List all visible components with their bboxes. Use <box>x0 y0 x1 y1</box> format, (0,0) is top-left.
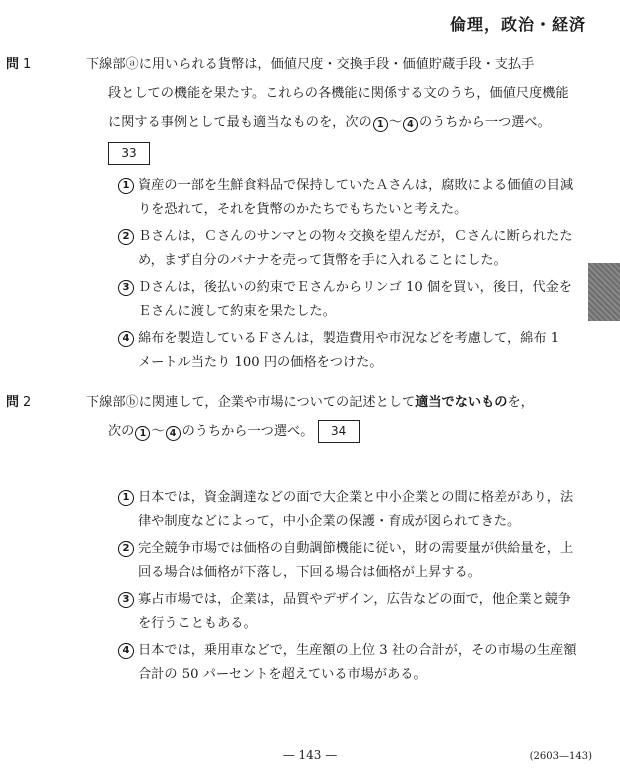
choice-item[interactable]: 3 Ｄさんは，後払いの約束でＥさんからリンゴ 10 個を買い，後日，代金を Ｅさんに渡して約束を果たした。 <box>118 276 558 324</box>
question-1-choices <box>118 174 574 378</box>
circled-number-icon: 4 <box>403 117 418 132</box>
circled-number-icon: 1 <box>373 117 388 132</box>
choice-item[interactable]: 4 綿布を製造しているＦさんは，製造費用や市況などを考慮して，綿布 1 メートル当たり 100 円の価格をつけた。 <box>118 327 558 375</box>
circled-number-icon: 3 <box>118 592 134 608</box>
circled-number-icon: 3 <box>118 280 134 296</box>
answer-box-33[interactable]: 33 <box>108 142 150 165</box>
question-1-label: 問 1 <box>6 57 32 72</box>
choice-item[interactable]: 1 資産の一部を生鮮食料品で保持していたＡさんは，腐敗による価値の目減 りを恐れて，それを貨幣のかたちでもちたいと考えた。 <box>118 174 558 222</box>
section-index-tab <box>588 263 620 321</box>
answer-box-34[interactable]: 34 <box>318 420 360 443</box>
emphasis-text: 適当でないもの <box>415 395 508 410</box>
question-2 <box>6 388 556 446</box>
circled-number-icon: 1 <box>118 178 134 194</box>
circled-number-icon: 4 <box>118 643 134 659</box>
circled-number-icon: 4 <box>166 426 181 441</box>
page-code: (2603—143) <box>529 751 592 762</box>
circled-number-icon: 2 <box>118 541 134 557</box>
question-2-label: 問 2 <box>6 395 32 410</box>
question-2-stem: 下線部ⓑに関連して，企業や市場についての記述として適当でないものを， 次の 1 〜 4 のうちから一つ選べ。 34 <box>86 388 556 446</box>
choice-item[interactable]: 3 寡占市場では，企業は，品質やデザイン，広告などの面で，他企業と競争 を行うこともある。 <box>118 588 558 636</box>
circled-number-icon: 1 <box>135 426 150 441</box>
question-1 <box>6 50 569 168</box>
circled-number-icon: 1 <box>118 490 134 506</box>
choice-item[interactable]: 2 Ｂさんは，Ｃさんのサンマとの物々交換を望んだが，Ｃさんに断られたた め，まず自分のバナナを売って貨幣を手に入れることにした。 <box>118 225 558 273</box>
choice-item[interactable]: 2 完全競争市場では価格の自動調節機能に従い，財の需要量が供給量を，上 回る場合は価格が下落し，下回る場合は価格が上昇する。 <box>118 537 558 585</box>
section-title: 倫理，政治・経済 <box>449 15 586 34</box>
choice-item[interactable]: 4 日本では，乗用車などで，生産額の上位 3 社の合計が，その市場の生産額 合計の 50 パーセントを超えている市場がある。 <box>118 639 558 687</box>
circled-number-icon: 2 <box>118 229 134 245</box>
question-2-choices <box>118 486 577 690</box>
page-number: — 143 — <box>282 748 338 762</box>
question-1-stem: 下線部ⓐに用いられる貨幣は，価値尺度・交換手段・価値貯蔵手段・支払手 段としての機能を果たす。これらの各機能に関係する文のうち，価値尺度機能 に関する事例として最も適当なものを，次の 1 〜 4 のうちから一つ選べ。 33 <box>86 50 556 168</box>
choice-item[interactable]: 1 日本では，資金調達などの面で大企業と中小企業との間に格差があり，法 律や制度などによって，中小企業の保護・育成が図られてきた。 <box>118 486 558 534</box>
circled-number-icon: 4 <box>118 331 134 347</box>
